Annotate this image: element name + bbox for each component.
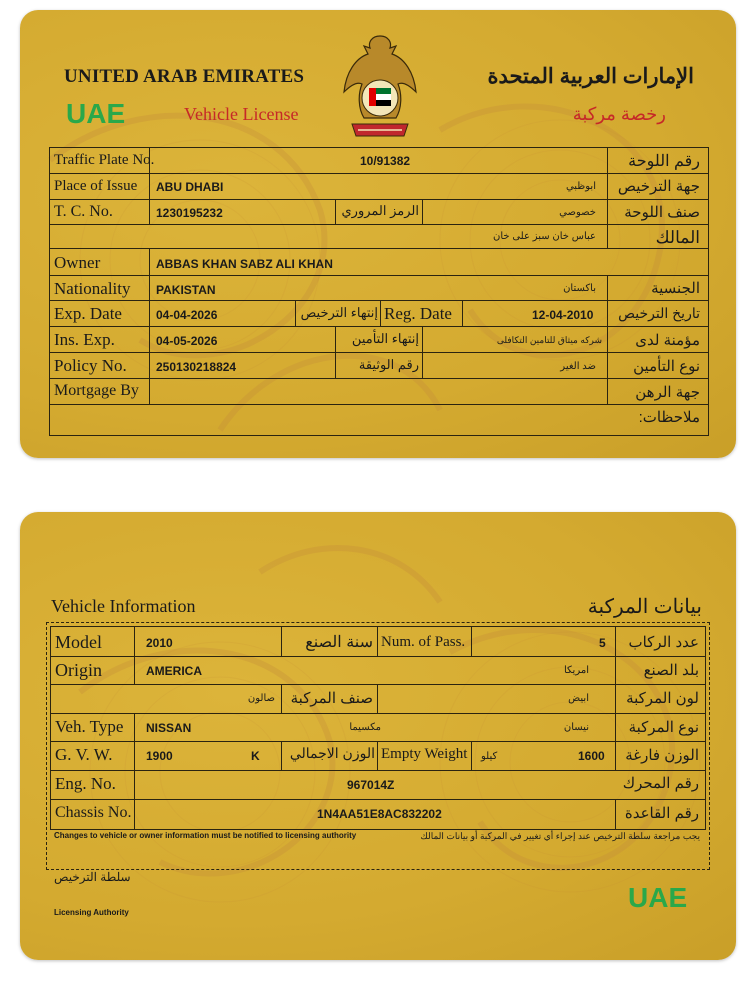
empty-weight-label-ar: الوزن فارغة bbox=[625, 747, 699, 764]
mortgage-label-ar: جهة الرهن bbox=[635, 384, 700, 401]
color-value-ar: ابيض bbox=[568, 693, 589, 704]
remarks-label-ar: ملاحظات: bbox=[638, 409, 700, 426]
gvw-value: 1900 bbox=[146, 749, 173, 763]
empty-weight-value: 1600 bbox=[578, 749, 605, 763]
chassis-value: 1N4AA51E8AC832202 bbox=[317, 807, 442, 821]
policy-no-label-ar: رقم الوثيقة bbox=[358, 357, 419, 372]
insurance-type-value-ar: ضد الغير bbox=[560, 361, 596, 372]
veh-model-value-ar: مكسيما bbox=[349, 722, 381, 733]
color-label-ar: لون المركبة bbox=[626, 690, 699, 707]
ins-exp-value: 04-05-2026 bbox=[156, 334, 218, 348]
engine-value: 967014Z bbox=[347, 778, 395, 792]
uae-falcon-emblem-icon bbox=[338, 32, 422, 144]
place-label-en: Place of Issue bbox=[54, 178, 138, 194]
place-value: ABU DHABI bbox=[156, 180, 224, 194]
nationality-value-ar: باكستان bbox=[563, 283, 596, 294]
gvw-unit: K bbox=[251, 749, 260, 763]
year-made-label-ar: سنة الصنع bbox=[305, 634, 373, 651]
plate-value: 10/91382 bbox=[360, 154, 411, 168]
licensing-authority-en: Licensing Authority bbox=[54, 908, 129, 917]
uae-logo-text-back: UAE bbox=[628, 882, 688, 913]
owner-label-en: Owner bbox=[54, 253, 101, 272]
model-label-en: Model bbox=[55, 632, 102, 652]
notice-en: Changes to vehicle or owner information must be notified to licensing authority bbox=[54, 831, 357, 840]
gross-weight-label-ar: الوزن الاجمالي bbox=[289, 745, 375, 761]
nationality-value: PAKISTAN bbox=[156, 283, 216, 297]
ins-expiry-label-ar: إنتهاء التأمين bbox=[351, 331, 419, 346]
insurer-value-ar: شركه ميثاق للتامين التكافلى bbox=[496, 335, 602, 345]
country-name-en: UNITED ARAB EMIRATES bbox=[64, 66, 305, 87]
nationality-label-ar: الجنسية bbox=[651, 280, 700, 297]
chassis-label-en: Chassis No. bbox=[55, 804, 132, 821]
license-back-card bbox=[20, 512, 736, 960]
vehicle-class-value-ar: صالون bbox=[247, 693, 275, 704]
insured-with-label-ar: مؤمنة لدى bbox=[635, 332, 700, 349]
veh-type-label-en: Veh. Type bbox=[55, 717, 124, 736]
country-name-ar: الإمارات العربية المتحدة bbox=[487, 65, 694, 88]
vehicle-license-title-en: Vehicle License bbox=[184, 104, 299, 124]
reg-date-label-ar: تاريخ الترخيص bbox=[618, 305, 700, 321]
reg-date-label-en: Reg. Date bbox=[384, 304, 452, 323]
insurance-type-label-ar: نوع التأمين bbox=[633, 358, 700, 375]
reg-date-value: 12-04-2010 bbox=[532, 308, 594, 322]
veh-type-value-ar: نيسان bbox=[563, 722, 589, 733]
vehicle-info-title-en: Vehicle Information bbox=[51, 596, 196, 616]
tc-value: 1230195232 bbox=[156, 206, 223, 220]
origin-label-ar: بلد الصنع bbox=[643, 662, 699, 679]
ins-exp-label-en: Ins. Exp. bbox=[54, 330, 115, 349]
owner-value: ABBAS KHAN SABZ ALI KHAN bbox=[156, 257, 333, 271]
chassis-label-ar: رقم القاعدة bbox=[624, 805, 699, 822]
uae-logo-text: UAE bbox=[66, 98, 126, 129]
policy-value: 250130218824 bbox=[156, 360, 237, 374]
engine-label-ar: رقم المحرك bbox=[622, 775, 699, 792]
vehicle-info-table bbox=[50, 626, 706, 830]
num-pass-value: 5 bbox=[599, 636, 606, 650]
origin-label-en: Origin bbox=[55, 660, 102, 680]
licensing-authority-ar: سلطة الترخيص bbox=[54, 870, 131, 884]
empty-weight-unit-ar: كيلو bbox=[481, 751, 498, 762]
owner-value-ar: عباس خان سبز على خان bbox=[492, 231, 596, 242]
empty-weight-label-en: Empty Weight bbox=[381, 746, 468, 762]
veh-type-value: NISSAN bbox=[146, 721, 192, 735]
origin-value-ar: امريكا bbox=[563, 665, 589, 676]
model-value: 2010 bbox=[146, 636, 173, 650]
gvw-label-en: G. V. W. bbox=[55, 745, 113, 764]
license-details-table bbox=[49, 147, 709, 436]
place-value-ar: ابوظبي bbox=[565, 181, 596, 192]
plate-label-en: Traffic Plate No. bbox=[54, 152, 155, 168]
engine-label-en: Eng. No. bbox=[55, 774, 116, 793]
tc-label-en: T. C. No. bbox=[54, 203, 113, 220]
vehicle-info-title-ar: بيانات المركبة bbox=[587, 596, 702, 618]
tc-value-ar: خصوصي bbox=[559, 207, 596, 218]
place-label-ar: جهة الترخيص bbox=[617, 178, 700, 195]
num-pass-label-en: Num. of Pass. bbox=[381, 634, 466, 650]
policy-label-en: Policy No. bbox=[54, 356, 127, 375]
tc-mid-label-ar: الرمز المروري bbox=[341, 203, 419, 218]
vehicle-class-label-ar: صنف المركبة bbox=[290, 690, 373, 707]
license-expiry-label-ar: إنتهاء الترخيص bbox=[300, 305, 378, 320]
owner-label-ar: المالك bbox=[655, 228, 700, 247]
plate-category-label-ar: صنف اللوحة bbox=[624, 204, 700, 221]
exp-date-value: 04-04-2026 bbox=[156, 308, 218, 322]
veh-type-label-ar: نوع المركبة bbox=[628, 719, 699, 736]
num-pass-label-ar: عدد الركاب bbox=[628, 634, 699, 651]
exp-date-label-en: Exp. Date bbox=[54, 304, 122, 323]
nationality-label-en: Nationality bbox=[54, 279, 131, 298]
origin-value: AMERICA bbox=[146, 664, 202, 678]
license-front-card bbox=[20, 10, 736, 458]
plate-label-ar: رقم اللوحة bbox=[628, 153, 700, 170]
notice-ar: يجب مراجعة سلطة الترخيص عند إجراء أي تغيير في المركبة أو بيانات المالك bbox=[420, 831, 700, 841]
mortgage-label-en: Mortgage By bbox=[54, 382, 139, 399]
vehicle-license-title-ar: رخصة مركبة bbox=[572, 104, 666, 124]
